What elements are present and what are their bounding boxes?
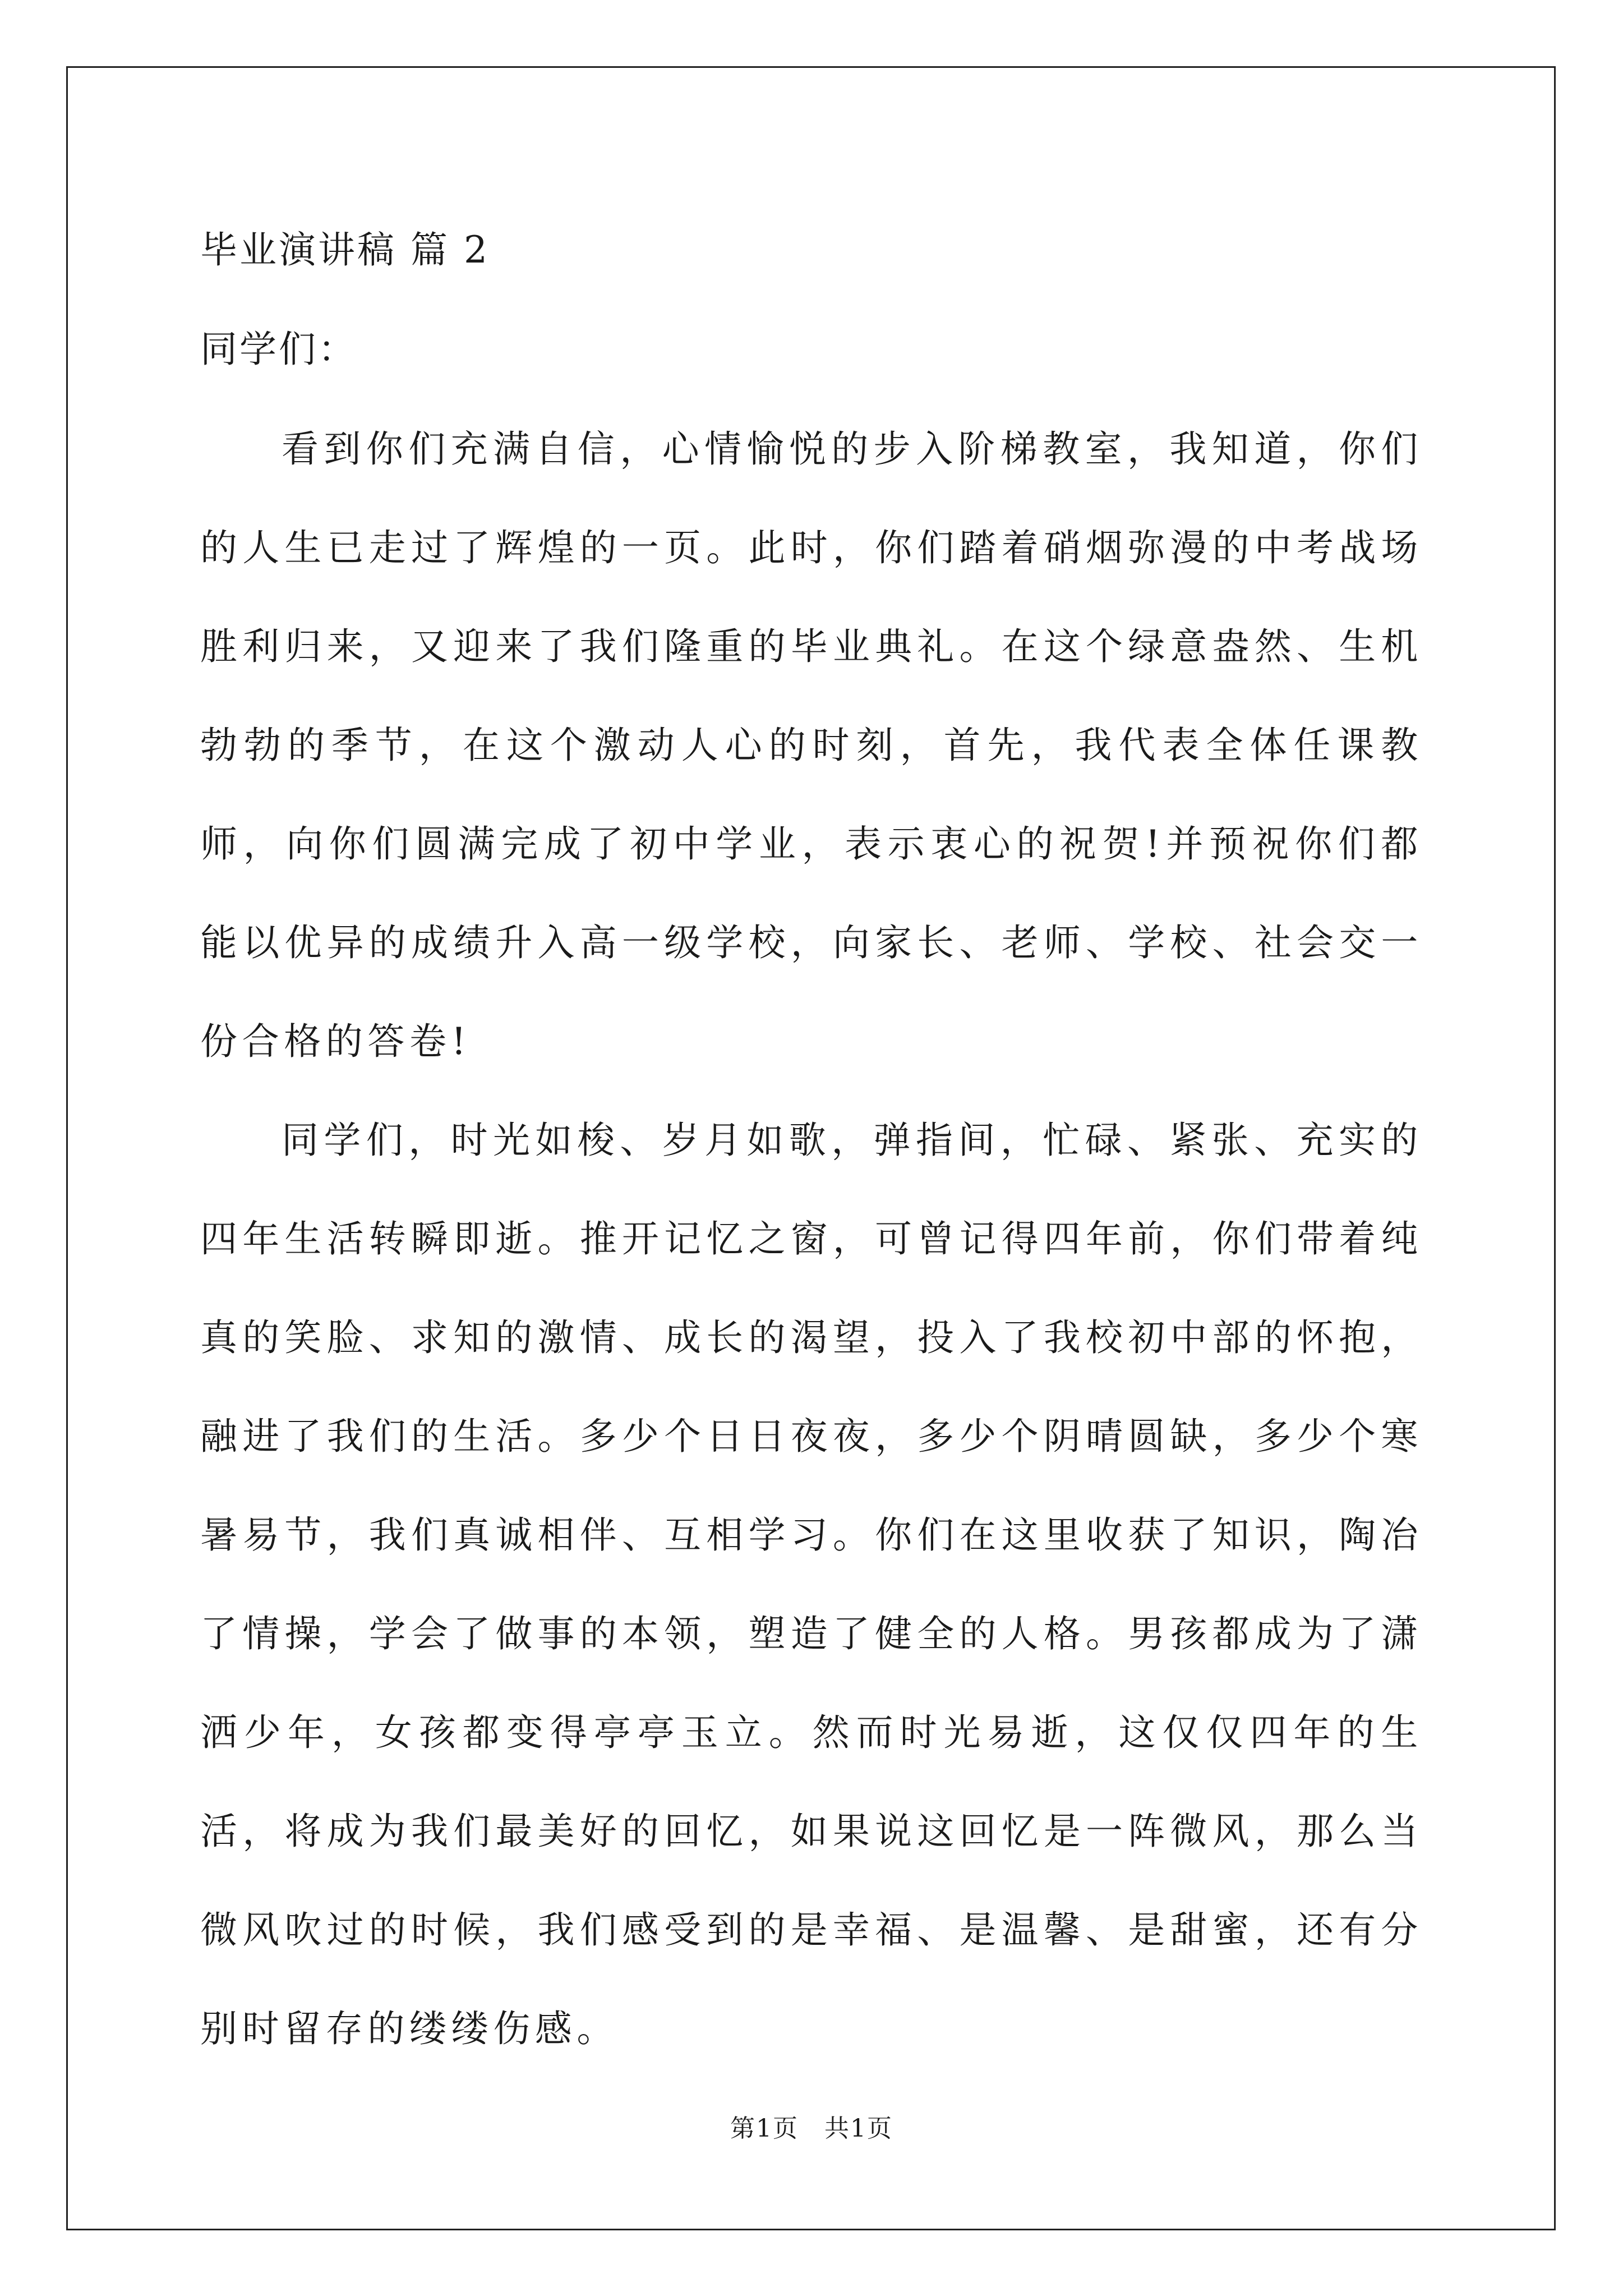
paragraph-1: 看到你们充满自信，心情愉悦的步入阶梯教室，我知道，你们的人生已走过了辉煌的一页。此时，你们踏着硝烟弥漫的中考战场胜利归来，又迎来了我们隆重的毕业典礼。在这个绿意盎然、生机勃勃的季节，在这个激动人心的时刻，首先，我代表全体任课教师，向你们圆满完成了初中学业，表示衷心的祝贺!并预祝你们都能以优异的成绩升入高一级学校，向家长、老师、学校、社会交一份合格的答卷!	[200, 427, 1423, 1063]
paragraph-2: 同学们，时光如梭、岁月如歌，弹指间，忙碌、紧张、充实的四年生活转瞬即逝。推开记忆之窗，可曾记得四年前，你们带着纯真的笑脸、求知的激情、成长的渴望，投入了我校初中部的怀抱，融进了我们的生活。多少个日日夜夜，多少个阴晴圆缺，多少个寒暑易节，我们真诚相伴、互相学习。你们在这里收获了知识，陶冶了情操，学会了做事的本领，塑造了健全的人格。男孩都成为了潇洒少年，女孩都变得亭亭玉立。然而时光易逝，这仅仅四年的生活，将成为我们最美好的回忆，如果说这回忆是一阵微风，那么当微风吹过的时候，我们感受到的是幸福、是温馨、是甜蜜，还有分别时留存的缕缕伤感。	[200, 1119, 1423, 2050]
salutation: 同学们：	[200, 328, 357, 371]
document-title: 毕业演讲稿 篇 2	[200, 228, 490, 272]
document-body	[200, 222, 1423, 2078]
page-footer: 第1页 共1页	[730, 2114, 893, 2143]
